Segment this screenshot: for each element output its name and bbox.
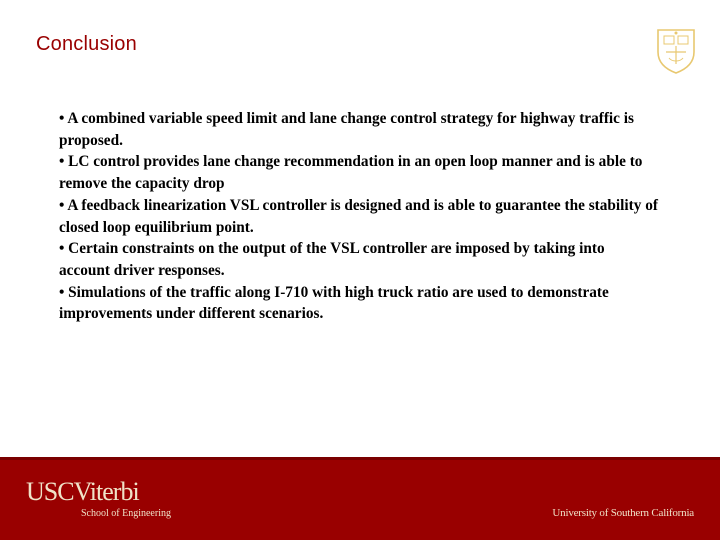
bullet-item: • A combined variable speed limit and lane change control strategy for highway traffic is proposed.	[59, 110, 634, 149]
university-label: University of Southern California	[552, 507, 694, 519]
bullet-item: • LC control provides lane change recommendation in an open loop manner and is able to remove the capacity drop	[59, 153, 643, 193]
footer-bar	[0, 457, 720, 540]
usc-seal-icon	[654, 24, 698, 74]
footer-divider	[0, 457, 720, 460]
logo-usc-text: USC	[26, 477, 74, 506]
slide-title: Conclusion	[36, 33, 137, 55]
bullet-list	[59, 108, 659, 325]
school-label: School of Engineering	[81, 508, 171, 519]
logo-viterbi-text: Viterbi	[73, 477, 139, 506]
bullet-item: • Certain constraints on the output of the VSL controller are imposed by taking into account driver responses.	[59, 240, 605, 279]
usc-viterbi-logo	[26, 477, 139, 507]
bullet-item: • A feedback linearization VSL controller is designed and is able to guarantee the stability of closed loop equilibrium point.	[59, 196, 658, 236]
bullet-item: • Simulations of the traffic along I-710 with high truck ratio are used to demonstrate improvements under different scenarios.	[59, 283, 609, 323]
